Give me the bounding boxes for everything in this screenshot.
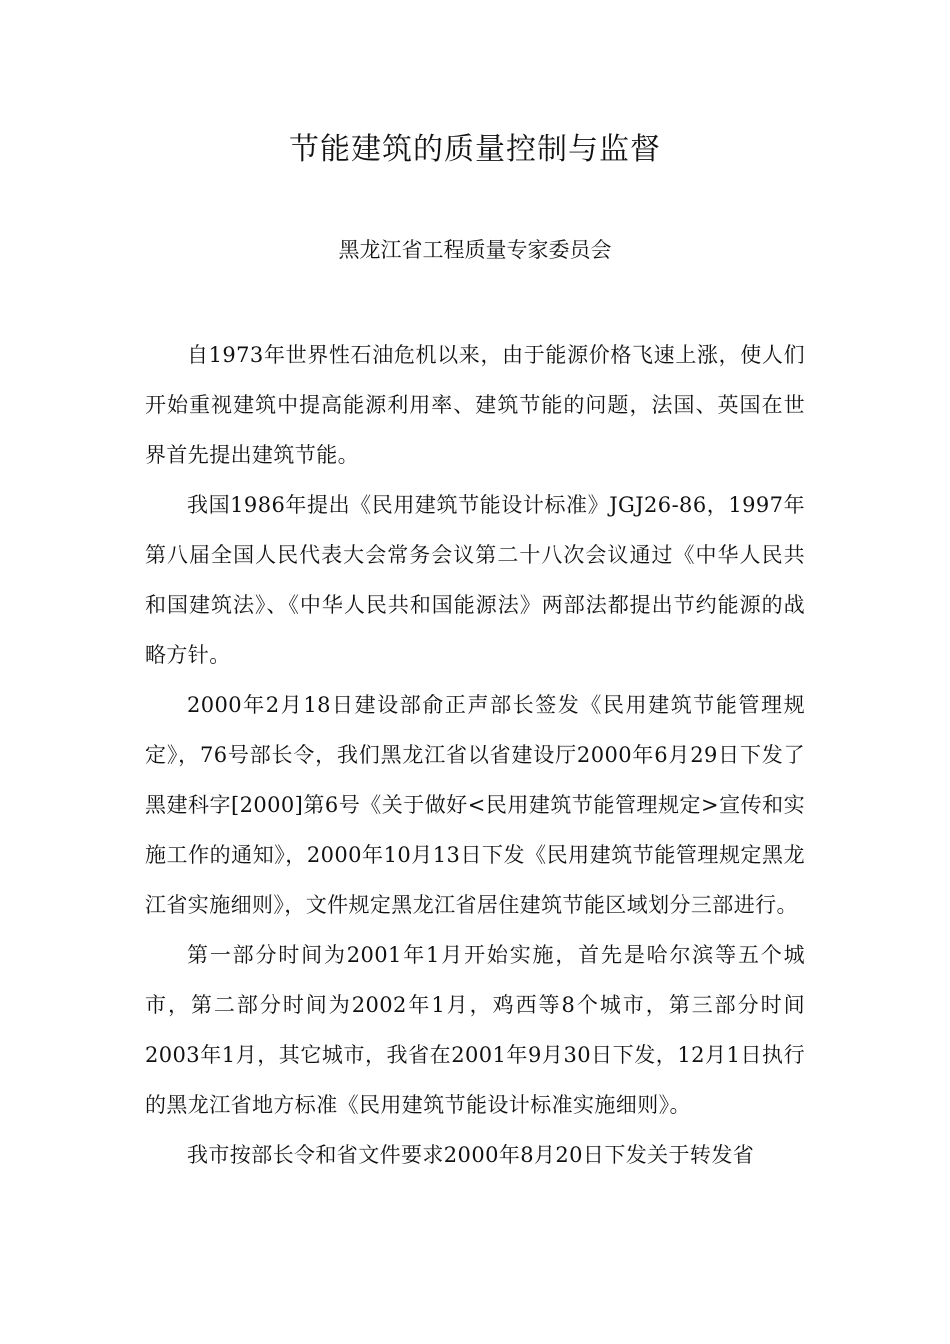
document-title: 节能建筑的质量控制与监督 <box>289 132 661 167</box>
paragraph: 我国1986年提出《民用建筑节能设计标准》JGJ26-86，1997年第八届全国人民代表大会常务会议第二十八次会议通过《中华人民共和国建筑法》、《中华人民共和国能源法》两部法都提出节约能源的战略方针。 <box>145 493 805 667</box>
document-body <box>145 330 805 1180</box>
paragraph: 第一部分时间为2001年1月开始实施，首先是哈尔滨等五个城市，第二部分时间为2002年1月，鸡西等8个城市，第三部分时间2003年1月，其它城市，我省在2001年9月30日下发，12月1日执行的黑龙江省地方标准《民用建筑节能设计标准实施细则》。 <box>145 943 805 1117</box>
document-author: 黑龙江省工程质量专家委员会 <box>338 238 612 262</box>
paragraph: 自1973年世界性石油危机以来，由于能源价格飞速上涨，使人们开始重视建筑中提高能源利用率、建筑节能的问题，法国、英国在世界首先提出建筑节能。 <box>145 343 805 467</box>
paragraph: 2000年2月18日建设部俞正声部长签发《民用建筑节能管理规定》，76号部长令，我们黑龙江省以省建设厅2000年6月29日下发了黑建科字[2000]第6号《关于做好<民用建筑节能管理规定>宣传和实施工作的通知》，2000年10月13日下发《民用建筑节能管理规定黑龙江省实施细则》，文件规定黑龙江省居住建筑节能区域划分三部进行。 <box>145 693 805 917</box>
paragraph: 我市按部长令和省文件要求2000年8月20日下发关于转发省 <box>187 1143 755 1167</box>
